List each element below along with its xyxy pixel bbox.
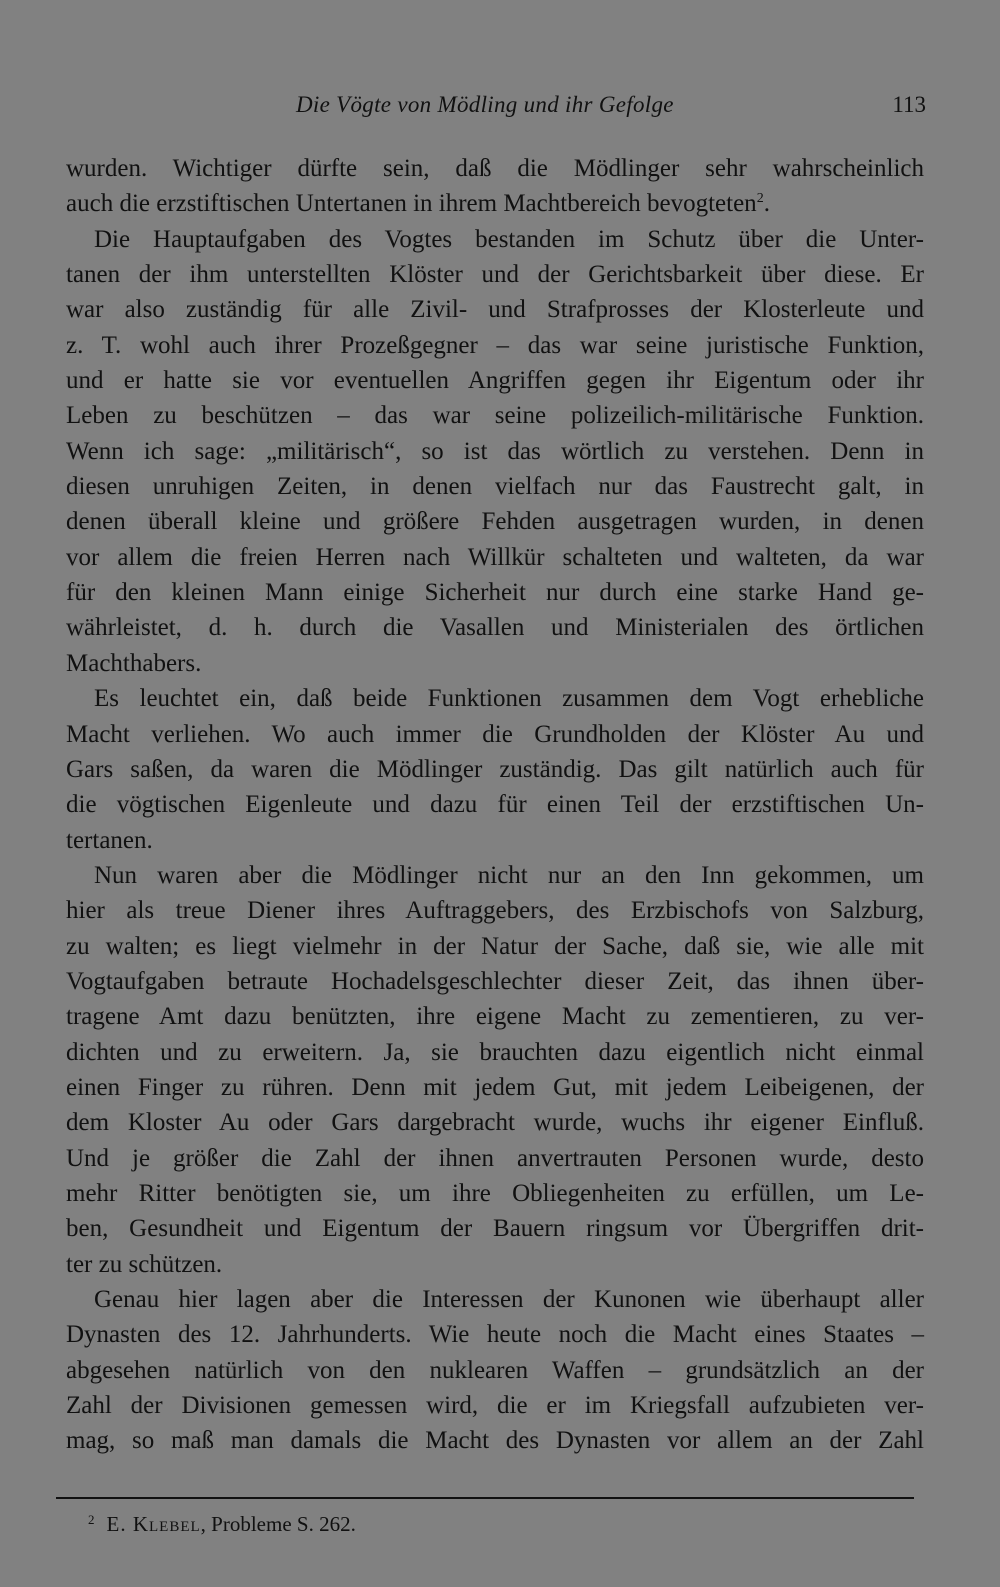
- text-line: Und je größer die Zahl der ihnen anvertrauten Personen wurde, desto: [66, 1144, 924, 1172]
- sentence-end: .: [763, 190, 770, 218]
- text-line: tanen der ihm unterstellten Klöster und der Gerichtsbarkeit über diese. Er: [66, 261, 924, 289]
- text-line: vor allem die freien Herren nach Willkür schalteten und walteten, da war: [66, 543, 924, 571]
- text-line: zu walten; es liegt vielmehr in der Natur der Sache, daß sie, wie alle mit: [66, 932, 924, 960]
- text-line: tertanen.: [66, 826, 153, 854]
- paragraph-3: [66, 681, 924, 858]
- running-head: [66, 92, 926, 132]
- text-line: dichten und zu erweitern. Ja, sie brauchten dazu eigentlich nicht einmal: [66, 1038, 924, 1066]
- page-number: 113: [892, 92, 926, 117]
- footnote-author: E. Klebel: [106, 1512, 201, 1536]
- footnote-number: 2: [88, 1512, 95, 1527]
- footnote-divider: [56, 1497, 914, 1499]
- text-line: währleistet, d. h. durch die Vasallen und Ministerialen des örtlichen: [66, 614, 924, 642]
- footnote-reference: 2: [756, 191, 764, 207]
- text-line: mehr Ritter benötigten sie, um ihre Obliegenheiten zu erfüllen, um Le-: [66, 1179, 924, 1207]
- footnote-citation: , Probleme S. 262.: [200, 1512, 356, 1536]
- text-line: Vogtaufgaben betraute Hochadelsgeschlechter dieser Zeit, das ihnen über-: [66, 967, 924, 995]
- paragraph-4: [66, 858, 924, 1282]
- text-line: ter zu schützen.: [66, 1250, 223, 1278]
- text-line: ben, Gesundheit und Eigentum der Bauern ringsum vor Übergriffen drit-: [66, 1215, 924, 1243]
- text-line: Wenn ich sage: „militärisch“, so ist das wörtlich zu verstehen. Denn in: [66, 437, 924, 465]
- running-title: Die Vögte von Mödling und ihr Gefolge: [296, 92, 674, 117]
- text-line: wurden. Wichtiger dürfte sein, daß die Mödlinger sehr wahrscheinlich: [66, 155, 924, 182]
- text-line: Es leuchtet ein, daß beide Funktionen zusammen dem Vogt erhebliche: [94, 685, 924, 713]
- text-line: Dynasten des 12. Jahrhunderts. Wie heute noch die Macht eines Staates –: [66, 1321, 924, 1349]
- text-line: tragene Amt dazu benützten, ihre eigene Macht zu zementieren, zu ver-: [66, 1003, 924, 1031]
- text-line: mag, so maß man damals die Macht des Dynasten vor allem an der Zahl: [66, 1427, 924, 1455]
- text-line: [66, 186, 924, 221]
- text-line: für den kleinen Mann einige Sicherheit nur durch eine starke Hand ge-: [66, 579, 924, 607]
- text-line: Machthabers.: [66, 649, 202, 677]
- paragraph-1: [66, 151, 924, 222]
- text-line: hier als treue Diener ihres Auftraggebers, des Erzbischofs von Salzburg,: [66, 897, 924, 925]
- text-line: Nun waren aber die Mödlinger nicht nur an den Inn gekommen, um: [94, 861, 924, 889]
- text-line: war also zuständig für alle Zivil- und Strafprosses der Klosterleute und: [66, 296, 924, 324]
- text-line: Genau hier lagen aber die Interessen der Kunonen wie überhaupt aller: [94, 1286, 924, 1313]
- text-line: Gars saßen, da waren die Mödlinger zuständig. Das gilt natürlich auch für: [66, 755, 924, 783]
- paragraph-5: [66, 1282, 924, 1459]
- text-line: dem Kloster Au oder Gars dargebracht wurde, wuchs ihr eigener Einfluß.: [66, 1109, 924, 1137]
- body-text: [66, 151, 924, 1459]
- text-line: diesen unruhigen Zeiten, in denen vielfach nur das Faustrecht galt, in: [66, 473, 924, 501]
- text-line: einen Finger zu rühren. Denn mit jedem Gut, mit jedem Leibeigenen, der: [66, 1073, 924, 1101]
- text-line: abgesehen natürlich von den nuklearen Waffen – grundsätzlich an der: [66, 1356, 924, 1384]
- footnote: [88, 1512, 356, 1537]
- text-line: und er hatte sie vor eventuellen Angriffen gegen ihr Eigentum oder ihr: [66, 367, 924, 395]
- paragraph-2: [66, 222, 924, 681]
- text-line: die vögtischen Eigenleute und dazu für einen Teil der erzstiftischen Un-: [66, 791, 924, 819]
- text-line: denen überall kleine und größere Fehden ausgetragen wurden, in denen: [66, 508, 924, 536]
- text-line-content: auch die erzstiftischen Untertanen in ihrem Machtbereich bevogteten: [66, 190, 757, 218]
- text-line: z. T. wohl auch ihrer Prozeßgegner – das war seine juristische Funktion,: [66, 331, 924, 359]
- text-line: Zahl der Divisionen gemessen wird, die er im Kriegsfall aufzubieten ver-: [66, 1392, 924, 1420]
- text-line: Leben zu beschützen – das war seine polizeilich-militärische Funktion.: [66, 402, 924, 430]
- text-line: Macht verliehen. Wo auch immer die Grundholden der Klöster Au und: [66, 720, 924, 748]
- text-line: Die Hauptaufgaben des Vogtes bestanden im Schutz über die Unter-: [94, 225, 924, 253]
